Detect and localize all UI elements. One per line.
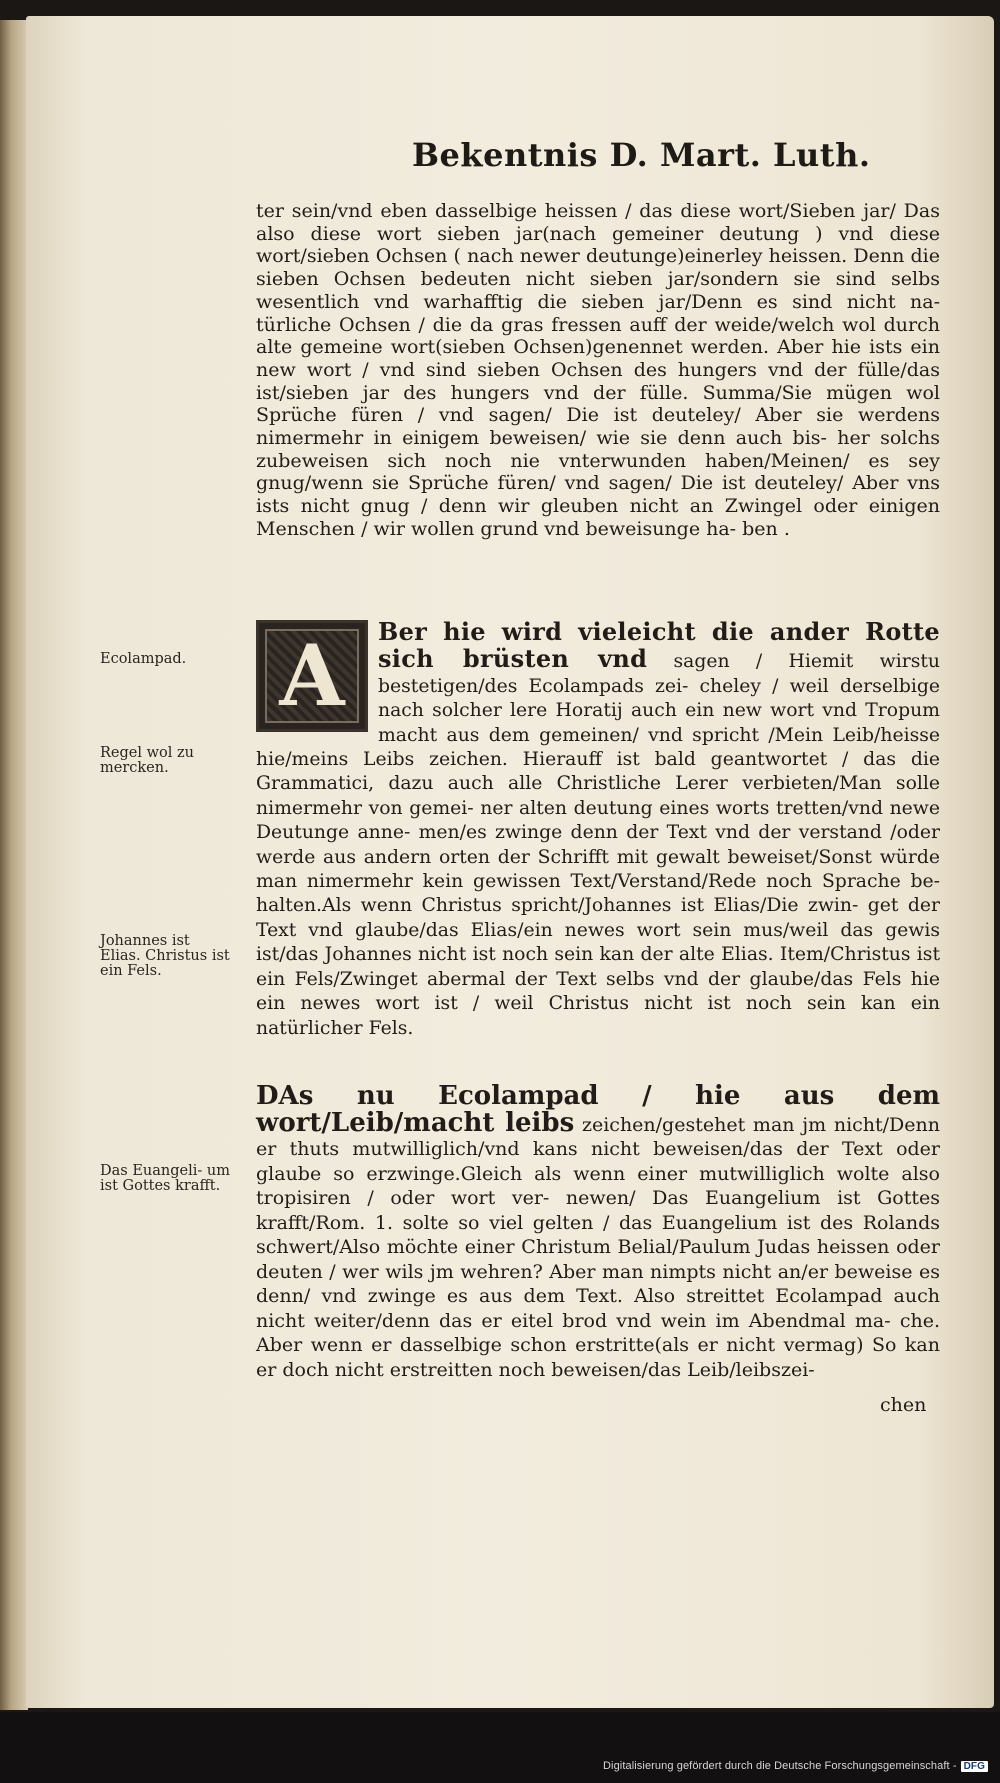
paragraph-1-text: ter sein/vnd eben dasselbige heissen / das diese wort/Sieben jar/ Das also diese wort sieben jar(nach gemeiner deutung ) vnd diese wort/sieben Ochsen ( nach newer deutunge)einerley heissen. Denn die sieben Ochsen bedeuten nicht sieben jar/sondern sie sind selbs wesentlich vnd warhafftig die sieben jar/Denn es sind nicht na- türliche Ochsen / die da gras fressen auff der weide/welch wol durch alte gemeine wort(sieben Ochsen)genennet werden. Aber hie ists ein new wort / vnd sind sieben Ochsen des hungers vnd der fülle/das ist/sieben jar des hungers vnd der fülle. Summa/Sie mügen wol Sprüche füren / vnd sagen/ Die ist deuteley/ Aber sie werdens nimermehr in einigem beweisen/ wie sie denn auch bis- her solchs zubeweisen sich noch nie vnterwunden haben/Meinen/ es sey gnug/wenn sie Sprüche füren/ vnd sagen/ Die ist deuteley/ Aber vns ists nicht gnug / denn wir gleuben nicht an Zwingel oder einigen Menschen / wir wollen grund vnd beweisunge ha- ben . xyxy=(256,200,940,540)
dfg-logo: DFG xyxy=(961,1761,988,1772)
catchword: chen xyxy=(880,1394,927,1416)
digitization-credit xyxy=(603,1760,988,1772)
initial-letter: A xyxy=(279,625,345,725)
paragraph-2 xyxy=(256,617,940,1041)
margin-note-regel: Regel wol zu mercken. xyxy=(100,745,194,776)
bottom-bar xyxy=(0,1712,1000,1783)
paragraph-3-first-line: DAs nu Ecolampad / hie aus dem wort/Leib/macht leibs xyxy=(256,1081,940,1138)
credit-text: Digitalisierung gefördert durch die Deutsche Forschungsgemeinschaft - xyxy=(603,1760,957,1772)
running-header: Bekentnis D. Mart. Luth. xyxy=(412,136,871,174)
paragraph-2-text: sagen / Hiemit wirstu bestetigen/des Ecolampads zei- cheley / weil derselbige nach solcher lere Horatij auch ein new wort vnd Tropum macht aus dem gemeinen/ vnd spricht /Mein Leib/heisse hie/meins Leibs zeichen. Hierauff ist bald geantwortet / das die Grammatici, dazu auch alle Christliche Lerer verbieten/Man solle nimermehr von gemei- ner alten deutung eines worts tretten/vnd newe Deutunge anne- men/es zwinge denn der Text vnd der verstand /oder werde aus andern orten der Schrifft mit gewalt beweiset/Sonst würde man nimermehr kein gewissen Text/Verstand/Rede noch Sprache be- halten.Als wenn Christus spricht/Johannes ist Elias/Die zwin- get der Text vnd glaube/das Elias/ein newes wort sein mus/weil das gewis ist/das Johannes nicht ist noch sein kan der alte Elias. Item/Christus ist ein Fels/Zwinget abermal der Text selbs vnd der glaube/das Fels hie ein newes wort ist / weil Christus nicht ist noch sein kan ein natürlicher Fels. xyxy=(256,651,940,1039)
margin-note-ecolampad: Ecolampad. xyxy=(100,651,187,667)
paragraph-3 xyxy=(256,1081,941,1382)
paragraph-3-text: zeichen/gestehet man jm nicht/Denn er thuts mutwilliglich/vnd kans nicht beweisen/das der Text oder glaube so erzwinge.Gleich als wenn einer mutwilliglich wolte also tropisiren / oder wort ver- newen/ Das Euangelium ist Gottes krafft/Rom. 1. solte so viel gelten / das Euangelium ist des Rolands schwert/Also möchte einer Christum Belial/Paulum Judas heissen oder deuten / wer wils jm wehren? Aber man nimpts nicht an/er beweise es denn/ vnd zwinge es aus dem Text. Also streittet Ecolampad auch nicht weiter/denn das er eitel brod vnd wein im Abendmal ma- che. Aber wenn er dasselbige schon erstritte(als er nicht vermag) So kan er doch nicht erstreitten noch beweisen/das Leib/leibszei- xyxy=(256,1113,941,1381)
decorated-initial xyxy=(256,620,368,732)
paragraph-2-first-line: Ber hie wird vieleicht die ander Rotte sich brüsten vnd xyxy=(378,617,940,674)
paragraph-1 xyxy=(256,200,940,541)
margin-note-johannes: Johannes ist Elias. Christus ist ein Fels. xyxy=(100,933,230,979)
margin-note-euangelium: Das Euangeli- um ist Gottes krafft. xyxy=(100,1163,230,1194)
book-spine-edge xyxy=(0,20,28,1710)
